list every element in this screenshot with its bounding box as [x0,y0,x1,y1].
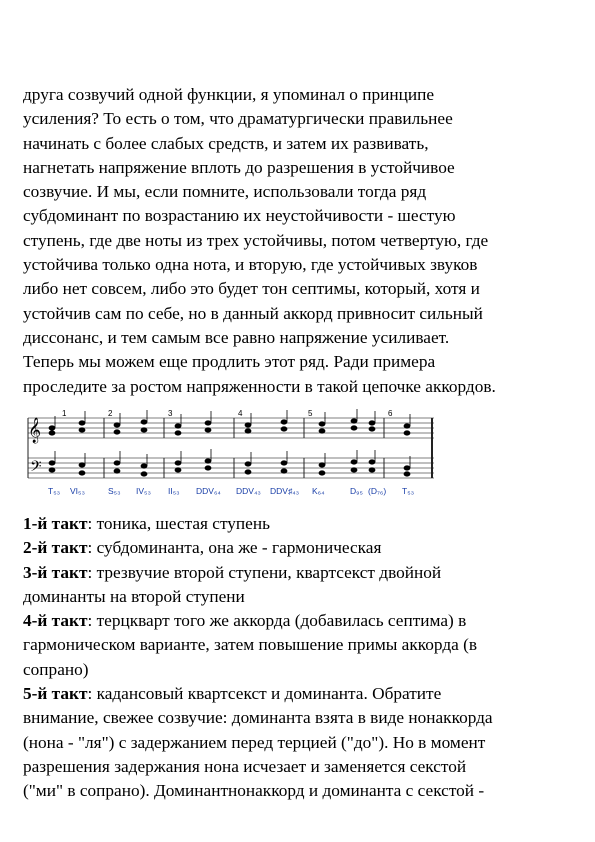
notehead [175,468,181,472]
paragraph-line: диссонанс, и тем самым все равно напряжение усиливает. [23,327,450,347]
paragraph-line: устойчива только одна нота, и вторую, где устойчивых звуков [23,255,478,275]
measure-number: 3 [168,409,173,418]
measure-3-description [23,561,578,610]
measure-number: 5 [308,409,313,418]
notehead [79,471,85,475]
notehead [351,419,357,423]
notehead [141,472,147,476]
chord-label: II₅₃ [168,486,180,496]
notehead [245,470,251,474]
paragraph-line: друга созвучий одной функции, я упоминал о принципе [23,85,435,104]
notehead [79,421,85,425]
measure-number: 4 [238,409,243,418]
measure-number: 6 [388,409,393,418]
measure-text: (нона - "ля") с задержанием перед терцией ("до"). Но в момент [23,732,486,752]
notehead [175,461,181,465]
measure-text: : тоника, шестая ступень [87,514,270,533]
notehead [205,428,211,432]
measure-heading: 2-й такт [23,538,88,558]
measure-number: 1 [62,409,67,418]
notehead [141,428,147,432]
chord-label: (D₇₆) [368,486,387,496]
notehead [369,421,375,425]
notehead [369,460,375,464]
notehead [404,431,410,435]
notehead [245,423,251,427]
measure-text: ("ми" в сопрано). Доминантнонаккорд и доминанта с секстой - [23,781,485,801]
notehead [369,468,375,472]
notehead [205,466,211,470]
chord-label: S₅₃ [108,486,121,496]
chord-label: VI₅₃ [70,486,85,496]
paragraph-line: ступень, где две ноты из трех устойчивы, потом четвертую, где [23,230,489,250]
paragraph-line: усиления? То есть о том, что драматургически правильнее [23,109,453,129]
paragraph-line: проследите за ростом напряженности в такой цепочке аккордов. [23,376,496,396]
paragraph-line: нагнетать напряжение вплоть до разрешения в устойчивое [23,157,455,177]
measure-text: разрешения задержания нона исчезает и заменяется секстой [23,756,467,776]
paragraph-line: либо нет совсем, либо это будет тон септимы, который, хотя и [23,279,480,299]
measure-heading: 3-й такт [23,562,88,582]
chord-label: DDV₆₄ [196,486,221,496]
music-score-figure [22,408,442,508]
notehead [319,471,325,475]
notehead [319,463,325,467]
measure-heading: 4-й такт [23,611,88,631]
measure-heading: 1-й такт [23,514,88,533]
notehead [79,428,85,432]
body-paragraph [23,83,578,399]
measure-text: : трезвучие второй ступени, квартсекст двойной [87,562,442,582]
chord-label: IV₅₃ [136,486,151,496]
chord-label: T₅₃ [48,486,61,496]
chord-notes [49,409,410,476]
notehead [404,466,410,470]
paragraph-line: начинать с более слабых средств, и затем их развивать, [23,133,429,153]
notehead [175,424,181,428]
measure-text: : субдоминанта, она же - гармоническая [87,538,382,558]
notehead [114,461,120,465]
notehead [281,461,287,465]
measure-text: внимание, свежее созвучие: доминанта взята в виде нонаккорда [23,708,493,728]
measure-text: гармоническом варианте, затем повышение примы аккорда (в [23,635,478,655]
paragraph-line: созвучие. И мы, если помните, использовали тогда ряд [23,182,427,202]
chord-label: DDV♯₄₃ [270,486,300,496]
chord-label: D₉₅ [350,486,363,496]
notehead [114,423,120,427]
chord-label: DDV₄₃ [236,486,261,496]
treble-clef-icon: 𝄞 [28,418,42,443]
paragraph-line: субдоминант по возрастанию их неустойчивости - шестую [23,206,456,226]
notehead [281,420,287,424]
notehead [49,461,55,465]
measure-1-description [23,512,578,536]
measure-heading: 5-й такт [23,684,88,704]
measure-text: : кадансовый квартсекст и доминанта. Обратите [87,684,442,704]
notehead [245,429,251,433]
notehead [49,426,55,430]
notehead [175,431,181,435]
notehead [369,427,375,431]
notehead [281,427,287,431]
notehead [351,468,357,472]
notehead [351,460,357,464]
notehead [319,429,325,433]
paragraph-line: Теперь мы можем еще продлить этот ряд. Ради примера [23,352,436,372]
notehead [114,469,120,473]
measure-4-description [23,609,578,682]
notehead [141,420,147,424]
notehead [114,430,120,434]
notehead [79,463,85,467]
measure-text: доминанты на второй ступени [23,586,245,606]
notehead [205,459,211,463]
measure-text: сопрано) [23,659,89,679]
notehead [404,472,410,476]
notehead [351,426,357,430]
notehead [245,462,251,466]
notehead [49,468,55,472]
notehead [281,469,287,473]
chord-label: T₅₃ [402,486,415,496]
chord-label: K₆₄ [312,486,325,496]
notehead [205,421,211,425]
paragraph-line: устойчив сам по себе, но в данный аккорд привносит сильный [23,303,483,323]
measure-5-description [23,682,578,803]
measure-text: : терцкварт того же аккорда (добавилась септима) в [87,611,467,631]
notehead [319,422,325,426]
measure-descriptions [23,512,578,804]
measure-number: 2 [108,409,113,418]
notehead [404,424,410,428]
notehead [141,464,147,468]
measure-2-description [23,536,578,560]
notehead [49,431,55,435]
bass-clef-icon: 𝄢 [30,458,42,479]
